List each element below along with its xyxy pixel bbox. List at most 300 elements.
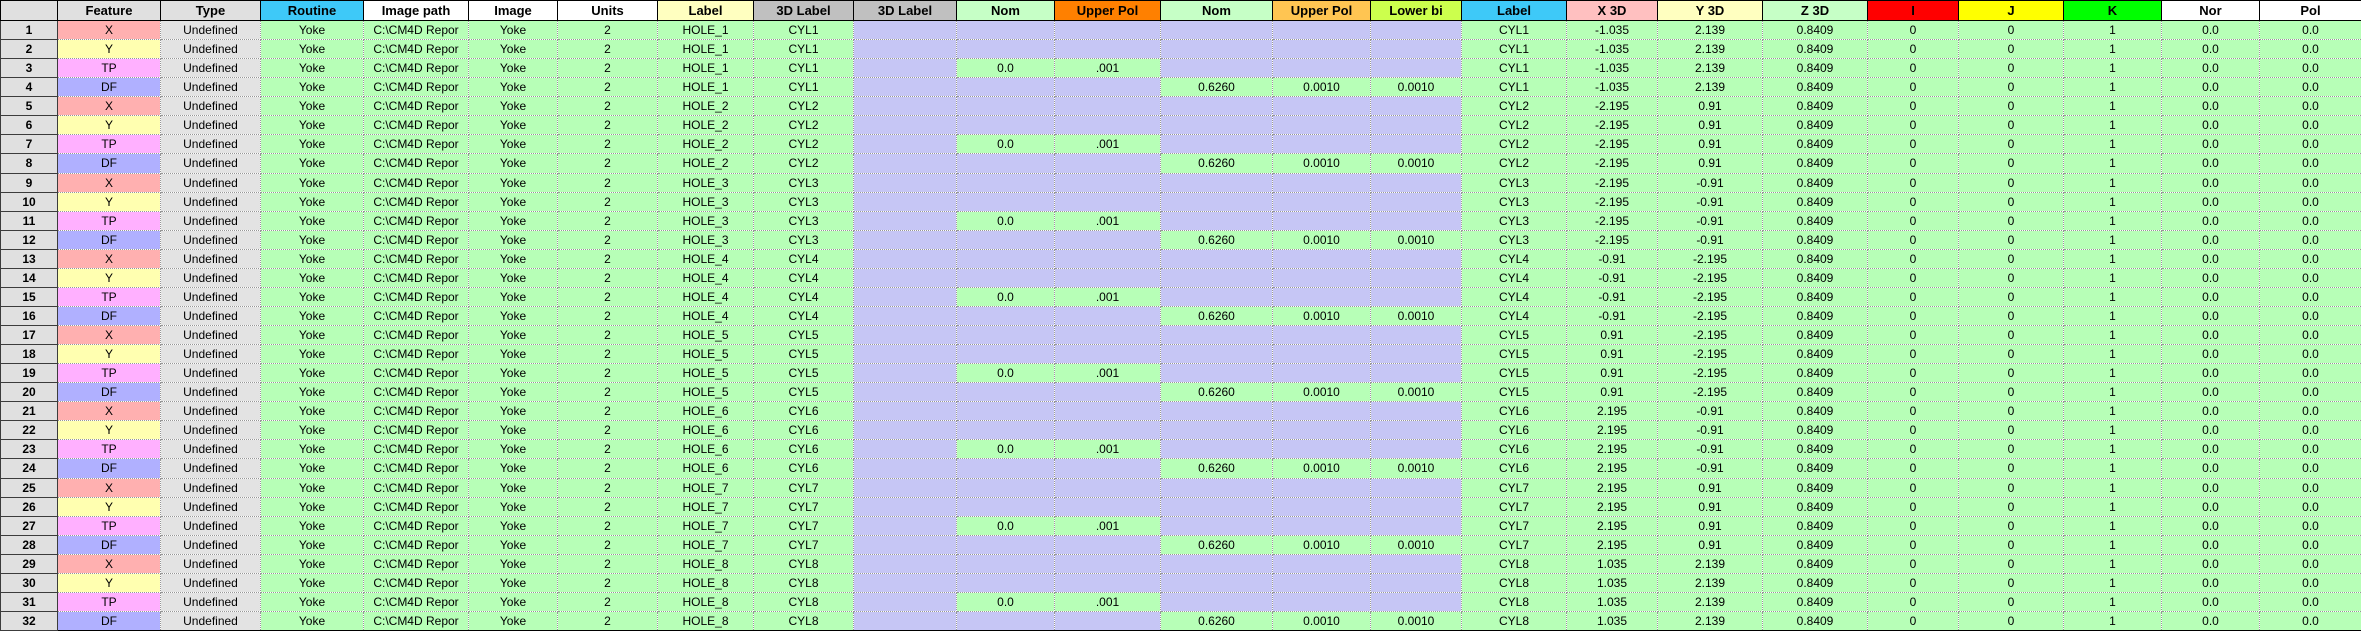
- cell-y3d[interactable]: 0.91: [1658, 497, 1763, 516]
- cell-label3d[interactable]: CYL3: [754, 173, 854, 192]
- cell-image[interactable]: Yoke: [469, 516, 558, 535]
- cell-label[interactable]: HOLE_6: [658, 421, 754, 440]
- cell-image[interactable]: Yoke: [469, 421, 558, 440]
- cell-y3d[interactable]: 2.139: [1658, 59, 1763, 78]
- cell-pol[interactable]: 0.0: [2260, 402, 2361, 421]
- cell-upper_pol2[interactable]: 0.0010: [1273, 459, 1371, 478]
- cell-x3d[interactable]: 0.91: [1567, 326, 1658, 345]
- feature-cell[interactable]: X: [58, 21, 161, 40]
- cell-type[interactable]: Undefined: [161, 78, 261, 97]
- cell-label3d2[interactable]: [854, 287, 957, 306]
- cell-label3d2[interactable]: [854, 364, 957, 383]
- cell-label3d[interactable]: CYL8: [754, 554, 854, 573]
- cell-image_path[interactable]: C:\CM4D Repor: [364, 459, 469, 478]
- cell-i[interactable]: 0: [1868, 364, 1959, 383]
- cell-label[interactable]: HOLE_5: [658, 345, 754, 364]
- cell-label[interactable]: HOLE_8: [658, 554, 754, 573]
- cell-label3d2[interactable]: [854, 326, 957, 345]
- cell-label3d[interactable]: CYL6: [754, 459, 854, 478]
- cell-j[interactable]: 0: [1959, 135, 2064, 154]
- cell-x3d[interactable]: 2.195: [1567, 535, 1658, 554]
- feature-cell[interactable]: DF: [58, 611, 161, 630]
- cell-nor[interactable]: 0.0: [2162, 230, 2260, 249]
- row-number[interactable]: 31: [1, 592, 58, 611]
- cell-lower_bi[interactable]: [1371, 287, 1462, 306]
- cell-units[interactable]: 2: [558, 135, 658, 154]
- cell-image[interactable]: Yoke: [469, 611, 558, 630]
- cell-y3d[interactable]: 2.139: [1658, 592, 1763, 611]
- cell-units[interactable]: 2: [558, 421, 658, 440]
- cell-units[interactable]: 2: [558, 59, 658, 78]
- cell-label[interactable]: HOLE_8: [658, 592, 754, 611]
- cell-j[interactable]: 0: [1959, 21, 2064, 40]
- cell-i[interactable]: 0: [1868, 440, 1959, 459]
- cell-label3d2[interactable]: [854, 592, 957, 611]
- cell-nor[interactable]: 0.0: [2162, 573, 2260, 592]
- cell-nom2[interactable]: [1161, 211, 1273, 230]
- cell-label3d[interactable]: CYL8: [754, 573, 854, 592]
- cell-label3d2[interactable]: [854, 230, 957, 249]
- cell-image[interactable]: Yoke: [469, 192, 558, 211]
- cell-label3d2[interactable]: [854, 478, 957, 497]
- cell-lower_bi[interactable]: 0.0010: [1371, 154, 1462, 173]
- cell-label2[interactable]: CYL1: [1462, 59, 1567, 78]
- feature-cell[interactable]: Y: [58, 116, 161, 135]
- cell-x3d[interactable]: -1.035: [1567, 21, 1658, 40]
- cell-x3d[interactable]: 2.195: [1567, 497, 1658, 516]
- cell-label3d[interactable]: CYL1: [754, 40, 854, 59]
- cell-label3d2[interactable]: [854, 97, 957, 116]
- cell-upper_pol1[interactable]: [1055, 40, 1161, 59]
- feature-cell[interactable]: TP: [58, 211, 161, 230]
- cell-nom2[interactable]: [1161, 364, 1273, 383]
- cell-x3d[interactable]: 1.035: [1567, 554, 1658, 573]
- cell-routine[interactable]: Yoke: [261, 306, 364, 325]
- cell-z3d[interactable]: 0.8409: [1763, 230, 1868, 249]
- row-number[interactable]: 16: [1, 306, 58, 325]
- cell-image[interactable]: Yoke: [469, 40, 558, 59]
- cell-label2[interactable]: CYL1: [1462, 40, 1567, 59]
- cell-k[interactable]: 1: [2064, 78, 2162, 97]
- cell-label2[interactable]: CYL4: [1462, 287, 1567, 306]
- cell-type[interactable]: Undefined: [161, 230, 261, 249]
- cell-upper_pol1[interactable]: .001: [1055, 211, 1161, 230]
- cell-nom2[interactable]: [1161, 497, 1273, 516]
- cell-x3d[interactable]: -2.195: [1567, 154, 1658, 173]
- cell-i[interactable]: 0: [1868, 59, 1959, 78]
- cell-label2[interactable]: CYL7: [1462, 516, 1567, 535]
- cell-image[interactable]: Yoke: [469, 592, 558, 611]
- cell-nom1[interactable]: [957, 383, 1055, 402]
- cell-nor[interactable]: 0.0: [2162, 173, 2260, 192]
- cell-i[interactable]: 0: [1868, 535, 1959, 554]
- cell-z3d[interactable]: 0.8409: [1763, 59, 1868, 78]
- cell-y3d[interactable]: -2.195: [1658, 326, 1763, 345]
- cell-routine[interactable]: Yoke: [261, 97, 364, 116]
- cell-upper_pol1[interactable]: [1055, 173, 1161, 192]
- feature-cell[interactable]: Y: [58, 40, 161, 59]
- cell-nor[interactable]: 0.0: [2162, 78, 2260, 97]
- cell-i[interactable]: 0: [1868, 497, 1959, 516]
- cell-label[interactable]: HOLE_4: [658, 249, 754, 268]
- feature-cell[interactable]: TP: [58, 440, 161, 459]
- cell-units[interactable]: 2: [558, 287, 658, 306]
- cell-image[interactable]: Yoke: [469, 478, 558, 497]
- cell-z3d[interactable]: 0.8409: [1763, 592, 1868, 611]
- cell-routine[interactable]: Yoke: [261, 402, 364, 421]
- cell-nom1[interactable]: 0.0: [957, 516, 1055, 535]
- cell-nom1[interactable]: [957, 21, 1055, 40]
- cell-z3d[interactable]: 0.8409: [1763, 459, 1868, 478]
- cell-x3d[interactable]: -2.195: [1567, 97, 1658, 116]
- cell-x3d[interactable]: 2.195: [1567, 421, 1658, 440]
- cell-type[interactable]: Undefined: [161, 440, 261, 459]
- cell-pol[interactable]: 0.0: [2260, 116, 2361, 135]
- cell-upper_pol2[interactable]: [1273, 173, 1371, 192]
- cell-routine[interactable]: Yoke: [261, 59, 364, 78]
- cell-label3d2[interactable]: [854, 211, 957, 230]
- cell-k[interactable]: 1: [2064, 268, 2162, 287]
- cell-routine[interactable]: Yoke: [261, 383, 364, 402]
- cell-nom2[interactable]: [1161, 59, 1273, 78]
- cell-lower_bi[interactable]: [1371, 211, 1462, 230]
- cell-nom1[interactable]: 0.0: [957, 364, 1055, 383]
- cell-lower_bi[interactable]: 0.0010: [1371, 230, 1462, 249]
- cell-label[interactable]: HOLE_5: [658, 326, 754, 345]
- cell-label3d[interactable]: CYL5: [754, 326, 854, 345]
- cell-type[interactable]: Undefined: [161, 459, 261, 478]
- cell-label3d[interactable]: CYL5: [754, 364, 854, 383]
- cell-nom1[interactable]: 0.0: [957, 592, 1055, 611]
- cell-pol[interactable]: 0.0: [2260, 192, 2361, 211]
- row-number[interactable]: 20: [1, 383, 58, 402]
- cell-label3d2[interactable]: [854, 554, 957, 573]
- cell-pol[interactable]: 0.0: [2260, 364, 2361, 383]
- cell-j[interactable]: 0: [1959, 383, 2064, 402]
- cell-units[interactable]: 2: [558, 364, 658, 383]
- cell-image_path[interactable]: C:\CM4D Repor: [364, 611, 469, 630]
- cell-label3d[interactable]: CYL2: [754, 97, 854, 116]
- cell-i[interactable]: 0: [1868, 573, 1959, 592]
- cell-label3d[interactable]: CYL6: [754, 421, 854, 440]
- cell-image[interactable]: Yoke: [469, 268, 558, 287]
- cell-label2[interactable]: CYL8: [1462, 554, 1567, 573]
- cell-upper_pol1[interactable]: .001: [1055, 592, 1161, 611]
- cell-label2[interactable]: CYL5: [1462, 364, 1567, 383]
- cell-image_path[interactable]: C:\CM4D Repor: [364, 440, 469, 459]
- cell-label3d[interactable]: CYL1: [754, 21, 854, 40]
- cell-nom2[interactable]: [1161, 421, 1273, 440]
- cell-pol[interactable]: 0.0: [2260, 421, 2361, 440]
- cell-lower_bi[interactable]: [1371, 40, 1462, 59]
- cell-nor[interactable]: 0.0: [2162, 211, 2260, 230]
- cell-lower_bi[interactable]: 0.0010: [1371, 459, 1462, 478]
- cell-nom1[interactable]: [957, 478, 1055, 497]
- cell-x3d[interactable]: -0.91: [1567, 287, 1658, 306]
- cell-pol[interactable]: 0.0: [2260, 592, 2361, 611]
- column-header-label[interactable]: Label: [658, 1, 754, 21]
- cell-label[interactable]: HOLE_3: [658, 173, 754, 192]
- cell-image_path[interactable]: C:\CM4D Repor: [364, 192, 469, 211]
- cell-upper_pol2[interactable]: [1273, 497, 1371, 516]
- cell-nom2[interactable]: [1161, 192, 1273, 211]
- cell-nor[interactable]: 0.0: [2162, 326, 2260, 345]
- cell-type[interactable]: Undefined: [161, 554, 261, 573]
- cell-label[interactable]: HOLE_5: [658, 383, 754, 402]
- cell-units[interactable]: 2: [558, 573, 658, 592]
- cell-y3d[interactable]: -0.91: [1658, 211, 1763, 230]
- cell-label2[interactable]: CYL4: [1462, 306, 1567, 325]
- cell-label3d[interactable]: CYL8: [754, 611, 854, 630]
- cell-j[interactable]: 0: [1959, 78, 2064, 97]
- cell-k[interactable]: 1: [2064, 478, 2162, 497]
- cell-label3d2[interactable]: [854, 116, 957, 135]
- cell-label3d2[interactable]: [854, 440, 957, 459]
- cell-j[interactable]: 0: [1959, 402, 2064, 421]
- cell-y3d[interactable]: 2.139: [1658, 554, 1763, 573]
- cell-upper_pol1[interactable]: [1055, 249, 1161, 268]
- cell-nom1[interactable]: [957, 554, 1055, 573]
- cell-nor[interactable]: 0.0: [2162, 40, 2260, 59]
- cell-type[interactable]: Undefined: [161, 306, 261, 325]
- cell-pol[interactable]: 0.0: [2260, 554, 2361, 573]
- row-number[interactable]: 28: [1, 535, 58, 554]
- cell-units[interactable]: 2: [558, 249, 658, 268]
- feature-cell[interactable]: TP: [58, 287, 161, 306]
- cell-upper_pol1[interactable]: [1055, 402, 1161, 421]
- cell-j[interactable]: 0: [1959, 326, 2064, 345]
- cell-x3d[interactable]: 2.195: [1567, 516, 1658, 535]
- cell-lower_bi[interactable]: [1371, 573, 1462, 592]
- cell-units[interactable]: 2: [558, 268, 658, 287]
- cell-i[interactable]: 0: [1868, 230, 1959, 249]
- cell-z3d[interactable]: 0.8409: [1763, 535, 1868, 554]
- cell-routine[interactable]: Yoke: [261, 611, 364, 630]
- cell-routine[interactable]: Yoke: [261, 173, 364, 192]
- cell-y3d[interactable]: -2.195: [1658, 249, 1763, 268]
- cell-type[interactable]: Undefined: [161, 287, 261, 306]
- cell-nom2[interactable]: [1161, 326, 1273, 345]
- cell-pol[interactable]: 0.0: [2260, 249, 2361, 268]
- cell-z3d[interactable]: 0.8409: [1763, 154, 1868, 173]
- cell-z3d[interactable]: 0.8409: [1763, 135, 1868, 154]
- cell-image_path[interactable]: C:\CM4D Repor: [364, 306, 469, 325]
- cell-j[interactable]: 0: [1959, 345, 2064, 364]
- cell-type[interactable]: Undefined: [161, 535, 261, 554]
- cell-y3d[interactable]: 0.91: [1658, 97, 1763, 116]
- cell-upper_pol1[interactable]: [1055, 192, 1161, 211]
- cell-units[interactable]: 2: [558, 192, 658, 211]
- cell-image[interactable]: Yoke: [469, 326, 558, 345]
- cell-y3d[interactable]: 2.139: [1658, 573, 1763, 592]
- cell-pol[interactable]: 0.0: [2260, 611, 2361, 630]
- cell-lower_bi[interactable]: 0.0010: [1371, 78, 1462, 97]
- feature-cell[interactable]: DF: [58, 459, 161, 478]
- cell-nom1[interactable]: [957, 535, 1055, 554]
- cell-type[interactable]: Undefined: [161, 211, 261, 230]
- feature-cell[interactable]: TP: [58, 592, 161, 611]
- cell-type[interactable]: Undefined: [161, 59, 261, 78]
- cell-label3d2[interactable]: [854, 268, 957, 287]
- cell-lower_bi[interactable]: 0.0010: [1371, 383, 1462, 402]
- cell-units[interactable]: 2: [558, 478, 658, 497]
- cell-label2[interactable]: CYL3: [1462, 230, 1567, 249]
- feature-cell[interactable]: DF: [58, 78, 161, 97]
- cell-label3d[interactable]: CYL1: [754, 78, 854, 97]
- cell-nom2[interactable]: [1161, 287, 1273, 306]
- cell-nom1[interactable]: [957, 573, 1055, 592]
- cell-y3d[interactable]: 2.139: [1658, 21, 1763, 40]
- cell-type[interactable]: Undefined: [161, 573, 261, 592]
- cell-image_path[interactable]: C:\CM4D Repor: [364, 478, 469, 497]
- cell-label[interactable]: HOLE_2: [658, 154, 754, 173]
- cell-label3d2[interactable]: [854, 249, 957, 268]
- cell-lower_bi[interactable]: [1371, 345, 1462, 364]
- cell-upper_pol1[interactable]: [1055, 383, 1161, 402]
- cell-upper_pol2[interactable]: 0.0010: [1273, 383, 1371, 402]
- cell-y3d[interactable]: 0.91: [1658, 154, 1763, 173]
- feature-cell[interactable]: DF: [58, 306, 161, 325]
- cell-label3d[interactable]: CYL3: [754, 211, 854, 230]
- cell-label3d2[interactable]: [854, 497, 957, 516]
- cell-j[interactable]: 0: [1959, 211, 2064, 230]
- cell-label2[interactable]: CYL4: [1462, 249, 1567, 268]
- cell-y3d[interactable]: -2.195: [1658, 306, 1763, 325]
- feature-cell[interactable]: X: [58, 402, 161, 421]
- cell-y3d[interactable]: -0.91: [1658, 402, 1763, 421]
- row-number[interactable]: 24: [1, 459, 58, 478]
- cell-units[interactable]: 2: [558, 592, 658, 611]
- cell-y3d[interactable]: -0.91: [1658, 192, 1763, 211]
- cell-nom1[interactable]: [957, 611, 1055, 630]
- column-header-label2[interactable]: Label: [1462, 1, 1567, 21]
- cell-k[interactable]: 1: [2064, 211, 2162, 230]
- cell-label[interactable]: HOLE_7: [658, 535, 754, 554]
- cell-label3d2[interactable]: [854, 154, 957, 173]
- cell-label2[interactable]: CYL5: [1462, 383, 1567, 402]
- cell-upper_pol1[interactable]: [1055, 459, 1161, 478]
- cell-label[interactable]: HOLE_7: [658, 497, 754, 516]
- cell-y3d[interactable]: 0.91: [1658, 516, 1763, 535]
- cell-units[interactable]: 2: [558, 383, 658, 402]
- cell-label2[interactable]: CYL2: [1462, 116, 1567, 135]
- cell-k[interactable]: 1: [2064, 440, 2162, 459]
- cell-j[interactable]: 0: [1959, 192, 2064, 211]
- cell-nom1[interactable]: [957, 78, 1055, 97]
- cell-j[interactable]: 0: [1959, 459, 2064, 478]
- cell-i[interactable]: 0: [1868, 592, 1959, 611]
- cell-type[interactable]: Undefined: [161, 383, 261, 402]
- cell-type[interactable]: Undefined: [161, 97, 261, 116]
- row-number[interactable]: 25: [1, 478, 58, 497]
- cell-lower_bi[interactable]: 0.0010: [1371, 611, 1462, 630]
- cell-y3d[interactable]: -2.195: [1658, 364, 1763, 383]
- cell-j[interactable]: 0: [1959, 497, 2064, 516]
- cell-i[interactable]: 0: [1868, 116, 1959, 135]
- column-header-image[interactable]: Image: [469, 1, 558, 21]
- cell-upper_pol1[interactable]: .001: [1055, 440, 1161, 459]
- cell-nor[interactable]: 0.0: [2162, 554, 2260, 573]
- cell-upper_pol2[interactable]: [1273, 440, 1371, 459]
- cell-image[interactable]: Yoke: [469, 383, 558, 402]
- column-header-k[interactable]: K: [2064, 1, 2162, 21]
- cell-upper_pol1[interactable]: [1055, 421, 1161, 440]
- cell-lower_bi[interactable]: [1371, 364, 1462, 383]
- cell-image_path[interactable]: C:\CM4D Repor: [364, 326, 469, 345]
- cell-pol[interactable]: 0.0: [2260, 173, 2361, 192]
- cell-label3d2[interactable]: [854, 516, 957, 535]
- cell-x3d[interactable]: -2.195: [1567, 135, 1658, 154]
- cell-j[interactable]: 0: [1959, 97, 2064, 116]
- cell-upper_pol1[interactable]: [1055, 554, 1161, 573]
- cell-upper_pol2[interactable]: [1273, 345, 1371, 364]
- cell-label3d[interactable]: CYL4: [754, 287, 854, 306]
- cell-image_path[interactable]: C:\CM4D Repor: [364, 421, 469, 440]
- row-number[interactable]: 29: [1, 554, 58, 573]
- cell-nor[interactable]: 0.0: [2162, 116, 2260, 135]
- row-number[interactable]: 6: [1, 116, 58, 135]
- cell-j[interactable]: 0: [1959, 40, 2064, 59]
- row-number[interactable]: 26: [1, 497, 58, 516]
- feature-cell[interactable]: TP: [58, 364, 161, 383]
- cell-upper_pol1[interactable]: .001: [1055, 59, 1161, 78]
- cell-y3d[interactable]: -0.91: [1658, 440, 1763, 459]
- cell-nom2[interactable]: [1161, 516, 1273, 535]
- cell-units[interactable]: 2: [558, 345, 658, 364]
- cell-type[interactable]: Undefined: [161, 268, 261, 287]
- cell-nom1[interactable]: [957, 497, 1055, 516]
- cell-image[interactable]: Yoke: [469, 97, 558, 116]
- cell-label[interactable]: HOLE_3: [658, 230, 754, 249]
- cell-nor[interactable]: 0.0: [2162, 421, 2260, 440]
- cell-nor[interactable]: 0.0: [2162, 249, 2260, 268]
- cell-image_path[interactable]: C:\CM4D Repor: [364, 497, 469, 516]
- cell-label3d[interactable]: CYL7: [754, 516, 854, 535]
- cell-lower_bi[interactable]: 0.0010: [1371, 535, 1462, 554]
- cell-label2[interactable]: CYL7: [1462, 478, 1567, 497]
- cell-image_path[interactable]: C:\CM4D Repor: [364, 97, 469, 116]
- cell-z3d[interactable]: 0.8409: [1763, 478, 1868, 497]
- cell-z3d[interactable]: 0.8409: [1763, 573, 1868, 592]
- cell-nor[interactable]: 0.0: [2162, 611, 2260, 630]
- cell-nor[interactable]: 0.0: [2162, 535, 2260, 554]
- cell-y3d[interactable]: -0.91: [1658, 459, 1763, 478]
- cell-image_path[interactable]: C:\CM4D Repor: [364, 173, 469, 192]
- cell-upper_pol2[interactable]: [1273, 249, 1371, 268]
- cell-routine[interactable]: Yoke: [261, 154, 364, 173]
- cell-lower_bi[interactable]: [1371, 249, 1462, 268]
- cell-image_path[interactable]: C:\CM4D Repor: [364, 230, 469, 249]
- column-header-feature[interactable]: Feature: [58, 1, 161, 21]
- column-header-nom2[interactable]: Nom: [1161, 1, 1273, 21]
- cell-j[interactable]: 0: [1959, 287, 2064, 306]
- cell-k[interactable]: 1: [2064, 535, 2162, 554]
- cell-upper_pol2[interactable]: 0.0010: [1273, 306, 1371, 325]
- cell-y3d[interactable]: -2.195: [1658, 383, 1763, 402]
- cell-upper_pol2[interactable]: [1273, 21, 1371, 40]
- cell-k[interactable]: 1: [2064, 287, 2162, 306]
- cell-routine[interactable]: Yoke: [261, 573, 364, 592]
- feature-cell[interactable]: DF: [58, 383, 161, 402]
- cell-upper_pol1[interactable]: [1055, 21, 1161, 40]
- cell-x3d[interactable]: -2.195: [1567, 173, 1658, 192]
- cell-label[interactable]: HOLE_1: [658, 59, 754, 78]
- cell-z3d[interactable]: 0.8409: [1763, 402, 1868, 421]
- cell-type[interactable]: Undefined: [161, 173, 261, 192]
- cell-k[interactable]: 1: [2064, 135, 2162, 154]
- cell-label3d2[interactable]: [854, 421, 957, 440]
- cell-type[interactable]: Undefined: [161, 421, 261, 440]
